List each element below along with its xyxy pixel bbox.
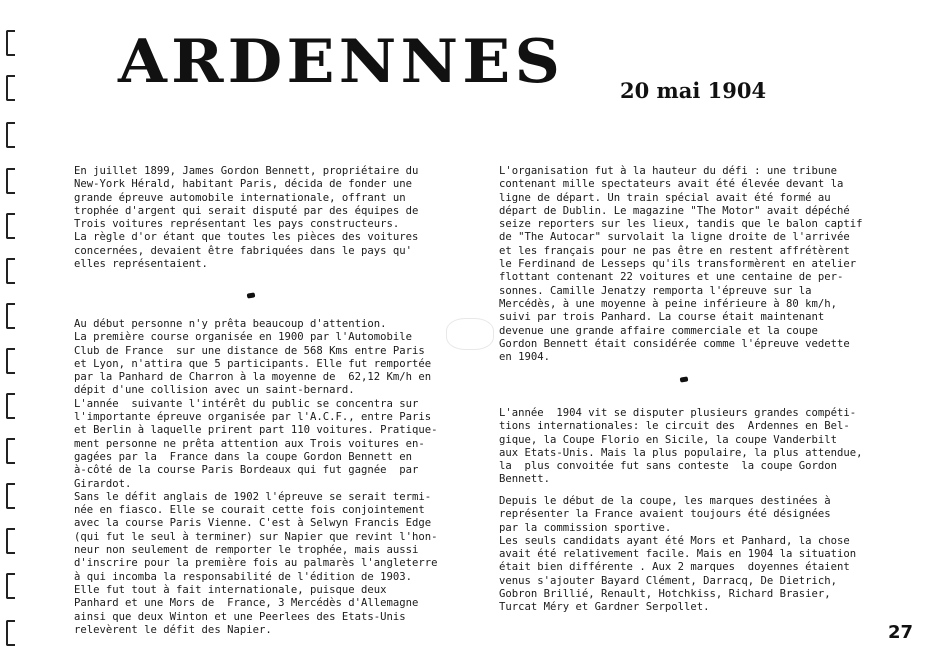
text-line: par la Panhard de Charron à la moyenne de 62,12 Km/h en — [74, 371, 432, 384]
binding-ring — [6, 122, 15, 148]
text-line: L'année 1904 vit se disputer plusieurs grandes compéti- — [499, 407, 857, 419]
text-line: Bennett. — [499, 473, 551, 486]
history-paragraph — [74, 318, 474, 637]
binding-ring — [6, 620, 15, 646]
text-line: représenter la France avaient toujours été désignées — [499, 508, 831, 521]
text-line: Trois voitures représentant les pays constructeurs. — [74, 218, 400, 231]
text-line: départ de Dublin. Le magazine "The Motor" avait dépéché — [499, 204, 850, 217]
binding-ring — [6, 528, 15, 554]
binding-ring — [6, 438, 15, 464]
text-line: à qui incomba la responsabilité de l'édition de 1903. — [74, 570, 413, 583]
text-line: aux Etats-Unis. Mais la plus populaire, la plus attendue, — [499, 446, 863, 459]
text-line: gique, la Coupe Florio en Sicile, la coupe Vanderbilt — [499, 433, 838, 446]
french-brands-paragraph — [499, 495, 899, 615]
text-line: avait été relativement facile. Mais en 1904 la situation — [499, 548, 857, 561]
text-line: La première course organisée en 1900 par l'Automobile — [74, 331, 413, 344]
binding-ring — [6, 573, 15, 599]
organisation-paragraph — [499, 165, 899, 364]
competitions-paragraph — [499, 407, 899, 487]
text-line: neur non seulement de remporter le trophée, mais aussi — [74, 544, 419, 557]
text-line: En juillet 1899, James Gordon Bennett, propriétaire du — [74, 165, 419, 177]
binding-ring — [6, 348, 15, 374]
text-line: devenue une grande affaire commerciale et la coupe — [499, 324, 818, 337]
binding-ring — [6, 168, 15, 194]
binding-ring — [6, 393, 15, 419]
text-line: Gobron Brillié, Renault, Hotchkiss, Richard Brasier, — [499, 588, 831, 601]
text-line: par la commission sportive. — [499, 521, 672, 534]
text-line: Au début personne n'y prêta beaucoup d'attention. — [74, 318, 387, 330]
race-date: 20 mai 1904 — [620, 78, 767, 103]
text-line: sonnes. Camille Jenatzy remporta l'épreuve sur la — [499, 284, 812, 297]
text-line: Depuis le début de la coupe, les marques destinées à — [499, 495, 831, 507]
text-line: d'inscrire pour la première fois au palmarès l'angleterre — [74, 557, 438, 570]
spiral-binding — [4, 30, 20, 650]
text-line: La règle d'or étant que toutes les pièces des voitures — [74, 231, 419, 244]
text-line: gagées par la France dans la coupe Gordon Bennett en — [74, 450, 413, 463]
text-line: seize reporters sur les lieux, tandis que le balon captif — [499, 218, 863, 231]
section-separator — [680, 376, 689, 382]
text-line: la plus convoitée fut sans conteste la coupe Gordon — [499, 460, 838, 473]
text-line: dépit d'une collision avec un saint-bernard. — [74, 384, 355, 397]
text-line: (qui fut le seul à terminer) sur Napier que revint l'hon- — [74, 530, 438, 543]
text-line: elles représentaient. — [74, 258, 208, 271]
text-line: contenant mille spectateurs avait été élevée devant la — [499, 178, 844, 191]
section-separator — [247, 292, 256, 298]
text-line: le Ferdinand de Lesseps qu'ils transformèrent en atelier — [499, 258, 857, 271]
binding-ring — [6, 258, 15, 284]
text-line: Mercédès, à une moyenne à peine inférieure à 80 km/h, — [499, 297, 838, 310]
text-line: relevèrent le défit des Napier. — [74, 623, 272, 636]
text-line: Girardot. — [74, 477, 132, 490]
text-line: ainsi que deux Winton et une Peerlees des Etats-Unis — [74, 610, 406, 623]
text-line: concernées, devaient être fabriquées dans le pays qu' — [74, 244, 413, 257]
binding-ring — [6, 75, 15, 101]
text-line: grande épreuve automobile internationale, offrant un — [74, 191, 406, 204]
text-line: née en fiasco. Elle se courait cette fois conjointement — [74, 504, 425, 517]
text-line: L'organisation fut à la hauteur du défi : une tribune — [499, 165, 838, 177]
text-line: trophée d'argent qui serait disputé par des équipes de — [74, 204, 419, 217]
text-line: tions internationales: le circuit des Ardennes en Bel- — [499, 420, 850, 433]
text-line: de "The Autocar" survolait la ligne droite de l'arrivée — [499, 231, 850, 244]
text-line: flottant contenant 22 voitures et une centaine de per- — [499, 271, 844, 284]
text-line: avec la course Paris Vienne. C'est à Selwyn Francis Edge — [74, 517, 432, 530]
text-line: suivi par trois Panhard. La course était maintenant — [499, 311, 825, 324]
text-line: en 1904. — [499, 351, 551, 364]
text-line: et les français pour ne pas être en restent affrétèrent — [499, 244, 850, 257]
text-line: l'importante épreuve organisée par l'A.C.F., entre Paris — [74, 411, 432, 424]
text-line: Panhard et une Mors de France, 3 Mercédès d'Allemagne — [74, 597, 419, 610]
binding-ring — [6, 30, 15, 56]
text-line: Gordon Bennett était considérée comme l'épreuve vedette — [499, 337, 850, 350]
text-line: L'année suivante l'intérêt du public se concentra sur — [74, 397, 419, 410]
intro-paragraph — [74, 165, 474, 271]
text-line: à-côté de la course Paris Bordeaux qui fut gagnée par — [74, 464, 419, 477]
text-line: ligne de départ. Un train spécial avait été formé au — [499, 191, 831, 204]
text-line: était bien différente . Aux 2 marques doyennes étaient — [499, 561, 850, 574]
text-line: Sans le défit anglais de 1902 l'épreuve se serait termi- — [74, 490, 432, 503]
text-line: et Lyon, n'attira que 5 participants. Elle fut remportée — [74, 357, 432, 370]
binding-ring — [6, 303, 15, 329]
text-line: ment personne ne prêta attention aux Trois voitures en- — [74, 437, 425, 450]
page-number: 27 — [888, 622, 914, 643]
binding-ring — [6, 213, 15, 239]
text-line: Turcat Méry et Gardner Serpollet. — [499, 601, 710, 614]
text-line: Les seuls candidats ayant été Mors et Panhard, la chose — [499, 534, 850, 547]
page-title: ARDENNES — [118, 27, 565, 97]
text-line: Elle fut tout à fait internationale, puisque deux — [74, 583, 387, 596]
text-line: et Berlin à laquelle prirent part 110 voitures. Pratique- — [74, 424, 438, 437]
text-line: venus s'ajouter Bayard Clément, Darracq, De Dietrich, — [499, 574, 838, 587]
text-line: Club de France sur une distance de 568 Kms entre Paris — [74, 344, 425, 357]
text-line: New-York Hérald, habitant Paris, décida de fonder une — [74, 178, 413, 191]
watermark-stamp — [446, 318, 494, 350]
binding-ring — [6, 483, 15, 509]
